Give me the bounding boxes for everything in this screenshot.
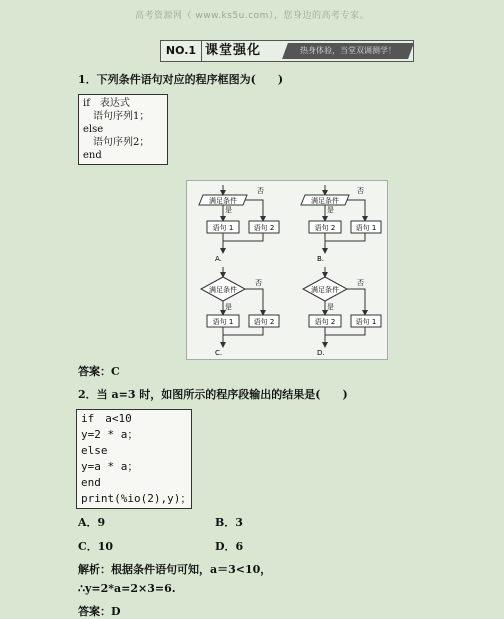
option-b: B．3 xyxy=(215,516,243,529)
section-banner xyxy=(160,40,414,62)
section-number: NO.1 xyxy=(161,41,202,61)
code-line: y=2 * a； xyxy=(81,428,139,441)
page-header: 高考资源网（ www.ks5u.com），您身边的高考专家。 xyxy=(135,11,369,21)
question-1-stem: 1．下列条件语句对应的程序框图为( ) xyxy=(78,73,284,86)
question-1-answer: 答案：C xyxy=(78,365,120,378)
analysis-text: 解析：根据条件语句可知，a＝3<10， xyxy=(78,563,272,576)
option-label: A. xyxy=(215,255,222,263)
code-line: else xyxy=(81,444,108,457)
flowchart-a xyxy=(199,185,279,263)
option-d: D．6 xyxy=(215,540,244,553)
statement-2: 语句 2 xyxy=(253,318,275,326)
no-label: 否 xyxy=(257,187,264,195)
option-c: C．10 xyxy=(78,540,114,553)
condition-label: 满足条件 xyxy=(209,286,237,294)
code-line: end xyxy=(83,150,102,161)
statement-2: 语句 2 xyxy=(253,224,275,232)
condition-label: 满足条件 xyxy=(209,197,237,205)
code-line: if 表达式 xyxy=(83,98,130,109)
question-2-code xyxy=(76,409,192,509)
statement-1: 语句 1 xyxy=(212,318,234,326)
flowchart-c xyxy=(201,267,279,357)
code-line: 语句序列2； xyxy=(83,137,150,148)
flowchart-b xyxy=(301,185,381,263)
option-label: C. xyxy=(215,349,223,357)
statement-1: 语句 1 xyxy=(355,318,377,326)
option-a: A．9 xyxy=(78,516,106,529)
flowchart-figure xyxy=(186,180,388,360)
statement-1: 语句 1 xyxy=(212,224,234,232)
option-label: D. xyxy=(317,349,325,357)
calculation-text: ∴y=2*a=2×3=6. xyxy=(78,582,176,595)
code-line: 语句序列1； xyxy=(83,111,150,122)
question-2-stem: 2．当 a=3 时，如图所示的程序段输出的结果是( ) xyxy=(78,388,348,401)
no-label: 否 xyxy=(357,187,364,195)
yes-label: 是 xyxy=(327,303,334,311)
yes-label: 是 xyxy=(225,206,232,214)
flowchart-options xyxy=(187,181,387,359)
condition-label: 满足条件 xyxy=(311,286,339,294)
statement-2: 语句 2 xyxy=(314,224,336,232)
yes-label: 是 xyxy=(225,303,232,311)
yes-label: 是 xyxy=(327,206,334,214)
code-line: if a<10 xyxy=(81,412,132,425)
code-line: print(%io(2),y)； xyxy=(81,492,192,505)
statement-1: 语句 1 xyxy=(355,224,377,232)
option-label: B. xyxy=(317,255,325,263)
question-2-answer: 答案：D xyxy=(78,605,121,618)
section-title: 课堂强化 xyxy=(205,43,262,58)
flowchart-d xyxy=(303,267,381,357)
statement-2: 语句 2 xyxy=(314,318,336,326)
no-label: 否 xyxy=(357,279,364,287)
code-line: end xyxy=(81,476,101,489)
code-line: y=a * a； xyxy=(81,460,139,473)
condition-label: 满足条件 xyxy=(311,197,339,205)
no-label: 否 xyxy=(255,279,262,287)
section-slogan: 热身体验，当堂双调测学！ xyxy=(282,43,414,59)
code-line: else xyxy=(83,124,104,135)
question-1-code xyxy=(78,94,168,165)
